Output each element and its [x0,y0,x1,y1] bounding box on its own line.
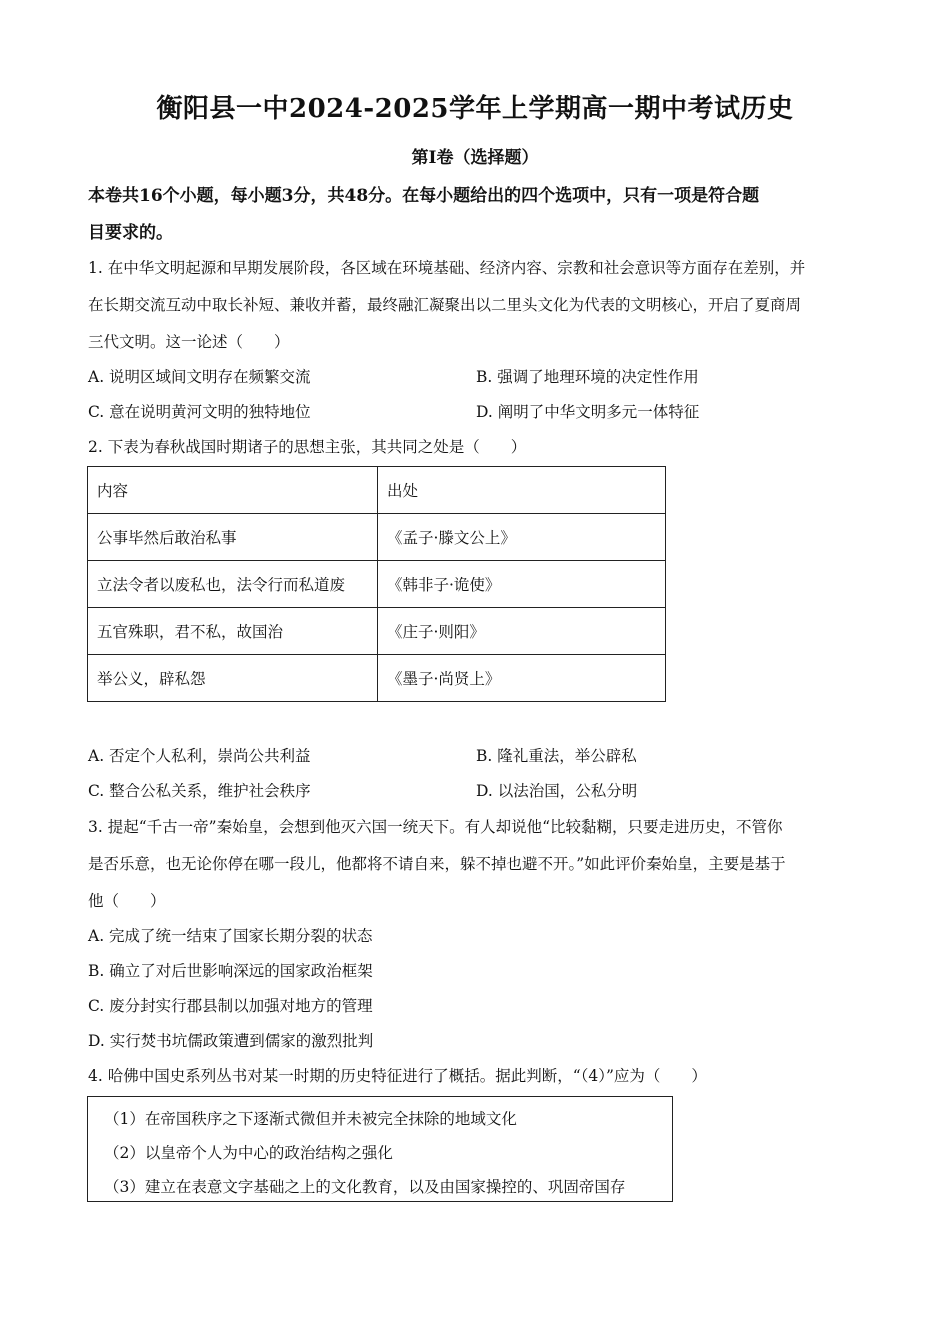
table-cell-source: 《庄子·则阳》 [378,608,666,655]
table-cell-source: 《孟子·滕文公上》 [378,514,666,561]
q2-option-a[interactable]: A. 否定个人私利，崇尚公共利益 [88,747,311,765]
table-cell-content: 立法令者以废私也，法令行而私道废 [88,561,378,608]
instruction-line-1: 本卷共16个小题，每小题3分，共48分。在每小题给出的四个选项中，只有一项是符合题 [88,186,760,206]
table-row [88,655,666,702]
q4-box-item-2: （2）以皇帝个人为中心的政治结构之强化 [104,1144,393,1162]
q1-stem-line-3: 三代文明。这一论述（ ） [88,333,290,351]
q2-table [87,466,666,702]
q2-option-b[interactable]: B. 隆礼重法，举公辟私 [476,747,637,765]
table-header-source: 出处 [378,467,666,514]
q2-option-c[interactable]: C. 整合公私关系，维护社会秩序 [88,782,311,800]
q4-box-item-3: （3）建立在表意文字基础之上的文化教育，以及由国家操控的、巩固帝国存 [104,1178,626,1196]
table-cell-source: 《墨子·尚贤上》 [378,655,666,702]
table-header-row [88,467,666,514]
q3-option-a[interactable]: A. 完成了统一结束了国家长期分裂的状态 [88,927,373,945]
q4-material-box [87,1096,673,1202]
q3-option-c[interactable]: C. 废分封实行郡县制以加强对地方的管理 [88,997,373,1015]
q1-stem-line-1: 1. 在中华文明起源和早期发展阶段，各区域在环境基础、经济内容、宗教和社会意识等方面存在差别，并 [88,259,806,277]
q2-option-d[interactable]: D. 以法治国，公私分明 [476,782,638,800]
table-row [88,561,666,608]
table-cell-content: 五官殊职，君不私，故国治 [88,608,378,655]
q1-option-b[interactable]: B. 强调了地理环境的决定性作用 [476,368,699,386]
table-cell-content: 公事毕然后敢治私事 [88,514,378,561]
q1-option-c[interactable]: C. 意在说明黄河文明的独特地位 [88,403,311,421]
q3-stem-line-3: 他（ ） [88,892,166,910]
q4-stem: 4. 哈佛中国史系列丛书对某一时期的历史特征进行了概括。据此判断，“（4）”应为（ ） [88,1067,707,1085]
q3-option-b[interactable]: B. 确立了对后世影响深远的国家政治框架 [88,962,373,980]
table-cell-content: 举公义，辟私怨 [88,655,378,702]
section-title: 第Ⅰ卷（选择题） [411,148,539,168]
q3-stem-line-2: 是否乐意，也无论你停在哪一段儿，他都将不请自来，躲不掉也避不开。”如此评价秦始皇，主要是基于 [88,855,786,873]
page-title: 衡阳县一中2024-2025学年上学期高一期中考试历史 [156,94,794,124]
table-row [88,608,666,655]
q3-stem-line-1: 3. 提起“千古一帝”秦始皇，会想到他灭六国一统天下。有人却说他“比较黏糊，只要走进历史，不管你 [88,818,783,836]
q2-stem: 2. 下表为春秋战国时期诸子的思想主张，其共同之处是（ ） [88,438,527,456]
q3-option-d[interactable]: D. 实行焚书坑儒政策遭到儒家的激烈批判 [88,1032,374,1050]
q1-option-a[interactable]: A. 说明区域间文明存在频繁交流 [88,368,311,386]
q1-stem-line-2: 在长期交流互动中取长补短、兼收并蓄，最终融汇凝聚出以二里头文化为代表的文明核心，开启了夏商周 [88,296,802,314]
q4-box-item-1: （1）在帝国秩序之下逐渐式微但并未被完全抹除的地域文化 [104,1110,517,1128]
instruction-line-2: 目要求的。 [88,223,173,243]
q1-option-d[interactable]: D. 阐明了中华文明多元一体特征 [476,403,700,421]
table-row [88,514,666,561]
table-cell-source: 《韩非子·诡使》 [378,561,666,608]
table-header-content: 内容 [88,467,378,514]
